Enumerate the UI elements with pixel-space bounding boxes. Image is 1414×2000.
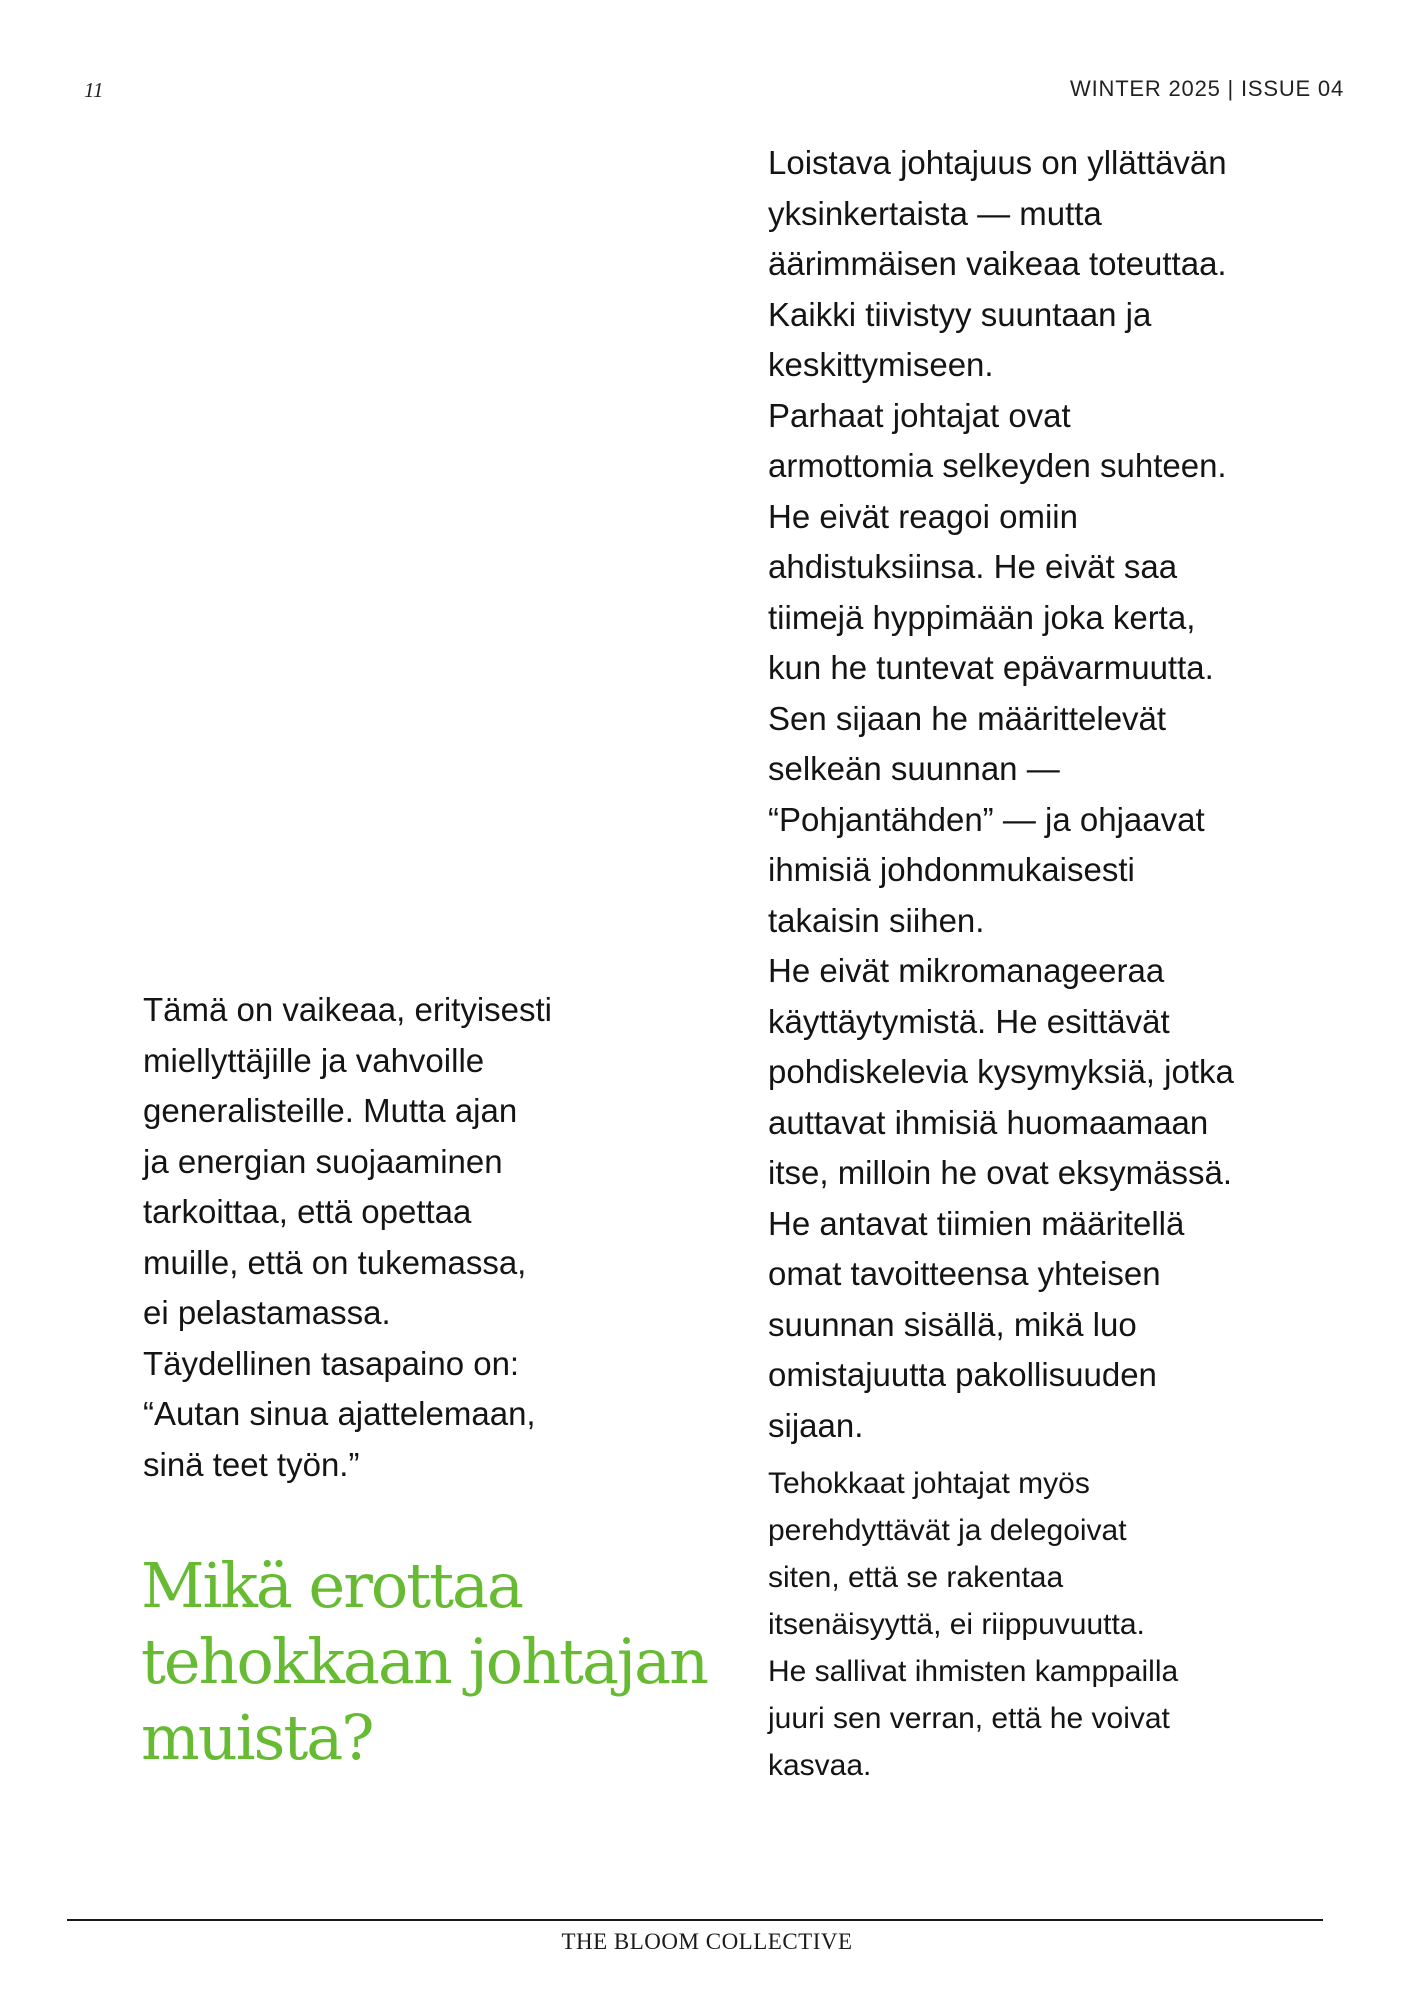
text-line: muille, että on tukemassa, bbox=[143, 1243, 527, 1281]
issue-label: WINTER 2025 | ISSUE 04 bbox=[1070, 76, 1344, 101]
text-line: sinä teet työn.” bbox=[143, 1445, 360, 1483]
footer-brand: THE BLOOM COLLECTIVE bbox=[561, 1929, 853, 1954]
text-line: perehdyttävät ja delegoivat bbox=[768, 1514, 1127, 1547]
text-line: suunnan sisällä, mikä luo bbox=[768, 1305, 1137, 1343]
text-line: ei pelastamassa. bbox=[143, 1294, 391, 1331]
text-line: auttavat ihmisiä huomaamaan bbox=[768, 1103, 1209, 1141]
right-closing-paragraph bbox=[768, 1460, 1368, 1789]
section-heading bbox=[141, 1548, 721, 1776]
text-line: ja energian suojaaminen bbox=[143, 1142, 503, 1180]
text-line: juuri sen verran, että he voivat bbox=[768, 1702, 1170, 1735]
text-line: Sen sijaan he määrittelevät bbox=[768, 699, 1167, 737]
text-line: siten, että se rakentaa bbox=[768, 1561, 1064, 1594]
text-line: omat tavoitteensa yhteisen bbox=[768, 1255, 1161, 1292]
text-line: Tehokkaat johtajat myös bbox=[768, 1467, 1090, 1500]
text-line: ahdistuksiinsa. He eivät saa bbox=[768, 548, 1178, 585]
footer-divider bbox=[67, 1919, 1323, 1921]
text-line: He antavat tiimien määritellä bbox=[768, 1204, 1185, 1242]
text-line: miellyttäjille ja vahvoille bbox=[143, 1041, 485, 1079]
text-line: takaisin siihen. bbox=[768, 901, 985, 939]
text-line: He eivät mikromanageeraa bbox=[768, 952, 1165, 989]
text-line: tarkoittaa, että opettaa bbox=[143, 1193, 472, 1230]
text-line: armottomia selkeyden suhteen. bbox=[768, 447, 1227, 484]
text-line: itse, milloin he ovat eksymässä. bbox=[768, 1154, 1233, 1191]
right-column bbox=[768, 138, 1368, 1789]
text-line: äärimmäisen vaikeaa toteuttaa. bbox=[768, 245, 1227, 282]
text-line: keskittymiseen. bbox=[768, 346, 994, 383]
text-line: sijaan. bbox=[768, 1406, 864, 1444]
text-line: kasvaa. bbox=[768, 1749, 872, 1782]
text-line: yksinkertaista — mutta bbox=[768, 194, 1102, 232]
text-line: He sallivat ihmisten kamppailla bbox=[768, 1655, 1179, 1688]
heading-line: tehokkaan johtajan bbox=[141, 1625, 708, 1698]
page-number: 11 bbox=[84, 78, 104, 102]
text-line: käyttäytymistä. He esittävät bbox=[768, 1002, 1170, 1040]
left-column bbox=[143, 985, 663, 1490]
text-line: Parhaat johtajat ovat bbox=[768, 396, 1071, 434]
text-line: pohdiskelevia kysymyksiä, jotka bbox=[768, 1053, 1234, 1090]
right-body-paragraph bbox=[768, 138, 1368, 1451]
left-body-paragraph bbox=[143, 985, 663, 1490]
text-line: ihmisiä johdonmukaisesti bbox=[768, 851, 1135, 888]
text-line: selkeän suunnan — bbox=[768, 750, 1060, 787]
text-line: generalisteille. Mutta ajan bbox=[143, 1092, 518, 1129]
text-line: Tämä on vaikeaa, erityisesti bbox=[143, 991, 553, 1028]
text-line: omistajuutta pakollisuuden bbox=[768, 1356, 1157, 1393]
text-line: Loistava johtajuus on yllättävän bbox=[768, 144, 1227, 181]
text-line: Kaikki tiivistyy suuntaan ja bbox=[768, 295, 1152, 333]
heading-line: muista? bbox=[141, 1701, 373, 1774]
text-line: Täydellinen tasapaino on: bbox=[143, 1344, 520, 1382]
text-line: He eivät reagoi omiin bbox=[768, 497, 1078, 535]
text-line: “Autan sinua ajattelemaan, bbox=[143, 1395, 536, 1432]
heading-line: Mikä erottaa bbox=[141, 1549, 522, 1622]
text-line: “Pohjantähden” — ja ohjaavat bbox=[768, 800, 1205, 838]
text-line: tiimejä hyppimään joka kerta, bbox=[768, 598, 1196, 636]
text-line: kun he tuntevat epävarmuutta. bbox=[768, 649, 1214, 686]
text-line: itsenäisyyttä, ei riippuvuutta. bbox=[768, 1608, 1145, 1641]
